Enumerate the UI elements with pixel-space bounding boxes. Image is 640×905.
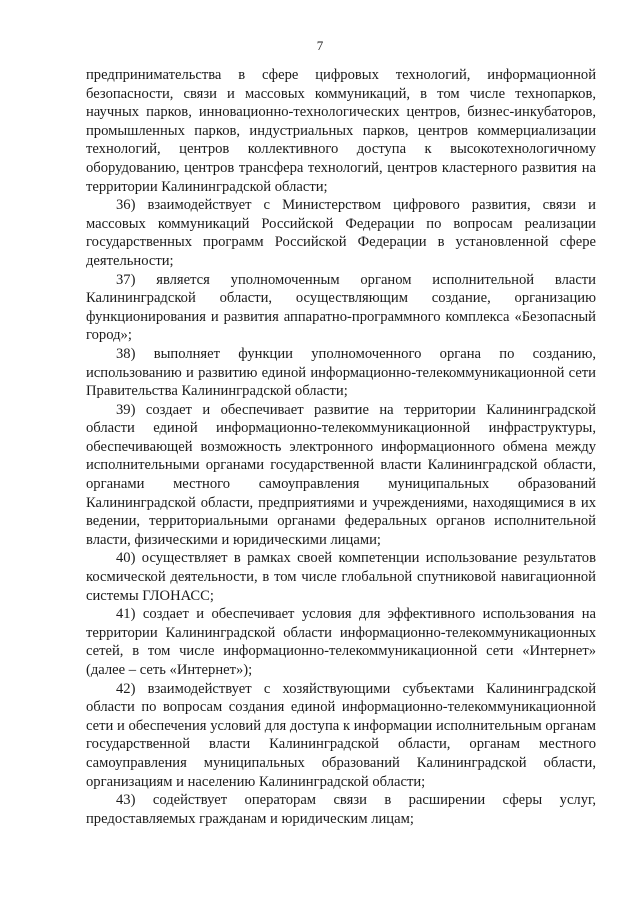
paragraph-36: 36) взаимодействует с Министерством цифрового развития, связи и массовых коммуникаций Российской Федерации по вопросам реализации государственных программ Российской Федерации в установленной сфере деятельности; xyxy=(86,197,596,269)
paragraph-41: 41) создает и обеспечивает условия для эффективного использования на территории Калининградской области информационно-телекоммуникационных сетей, в том числе информационно-телекоммуникационной сети «Интернет» (далее – сеть «Интернет»); xyxy=(86,606,596,678)
paragraph-40: 40) осуществляет в рамках своей компетенции использование результатов космической деятельности, в том числе глобальной спутниковой навигационной системы ГЛОНАСС; xyxy=(86,550,596,604)
paragraph-37: 37) является уполномоченным органом исполнительной власти Калининградской области, осуществляющим создание, организацию функционирования и развития аппаратно-программного комплекса «Безопасный город»; xyxy=(86,271,596,344)
paragraph-39: 39) создает и обеспечивает развитие на территории Калининградской области единой информационно-телекоммуникационной инфраструктуры, обеспечивающей возможность электронного информационного обмена между исполнительными органами государственной власти Калининградской области, органами местного самоуправления муниципальных образований Калининградской области, предприятиями и учреждениями, находящимися в их ведении, территориальными органами федеральных органов исполнительной власти, физическими и юридическими лицами; xyxy=(86,401,596,548)
page-number: 7 xyxy=(316,38,324,53)
paragraph-43: 43) содействует операторам связи в расширении сферы услуг, предоставляемых гражданам и юридическим лицам; xyxy=(86,792,596,827)
paragraph-42: 42) взаимодействует с хозяйствующими субъектами Калининградской области по вопросам создания единой информационно-телекоммуникационной сети и обеспечения условий для доступа к информации исполнительным органам государственной власти Калининградской области, органам местного самоуправления муниципальных образований Калининградской области, организациям и населению Калининградской области; xyxy=(86,680,596,790)
paragraph-35-continuation: предпринимательства в сфере цифровых технологий, информационной безопасности, связи и массовых коммуникаций, в том числе технопарков, научных парков, инновационно-технологических центров, бизнес-инкубаторов, промышленных парков, индустриальных парков, центров коммерциализации технологий, центров коллективного доступа к высокотехнологичному оборудованию, центров трансфера технологий, центров кластерного развития на территории Калининградской области; xyxy=(86,67,596,195)
paragraph-38: 38) выполняет функции уполномоченного органа по созданию, использованию и развитию единой информационно-телекоммуникационной сети Правительства Калининградской области; xyxy=(86,345,596,400)
document-body xyxy=(86,66,596,828)
